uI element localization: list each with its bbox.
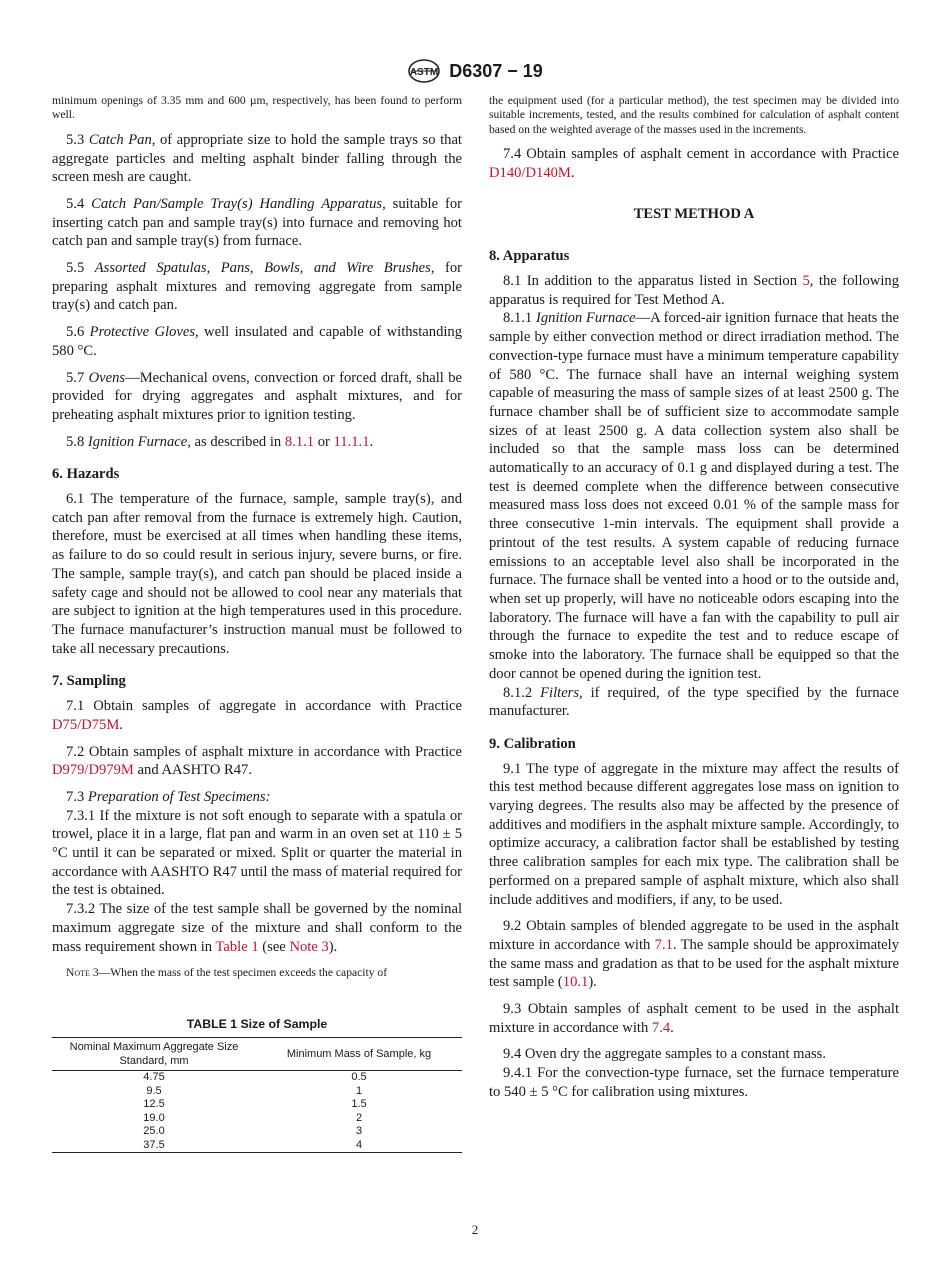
link-10-1[interactable]: 10.1 (562, 974, 589, 991)
note-3: Note 3—When the mass of the test specimen exceeds the capacity of (66, 966, 388, 980)
section-5-4: 5.4 Catch Pan/Sample Tray(s) Handling Apparatus, suitable for inserting catch pan and sample tray(s) into furnace and removing hot catch pan and sample tray(s) from furnace. (52, 195, 462, 250)
section-7-2: 7.2 Obtain samples of asphalt mixture in accordance with Practice D979/D979M and AASHTO R47. (52, 743, 462, 779)
section-9-3: 9.3 Obtain samples of asphalt cement to be used in the asphalt mixture in accordance with 7.4. (489, 1001, 899, 1036)
heading-sampling: 7. Sampling (52, 673, 126, 690)
section-7-3-1: 7.3.1 If the mixture is not soft enough to separate with a spatula or trowel, place it in a large, flat pan and warm in an oven set at 110 ± 5 °C until it can be separated or mixed. Split or quarter the material in accordance with AASHTO R47 until the mass of material required for the test is obtained. (52, 807, 462, 899)
section-8-1: 8.1 In addition to the apparatus listed in Section 5, the following apparatus is required for Test Method A. (489, 273, 899, 308)
document-code: D6307 − 19 (449, 60, 543, 81)
size-of-sample-table (52, 1037, 462, 1153)
section-8-1-1: 8.1.1 Ignition Furnace—A forced-air ignition furnace that heats the sample by either convection method or direct irradiation method. The convection-type furnace must have a minimum temperature capability of 580 °C. The furnace shall have an internal weighing system capable of measuring the mass of sample sizes of at least 2500 g. The furnace chamber shall be of sufficient size to accommodate sample sizes of at least 2500 g. A data collection system also shall be included so that the sample mass loss can be determined automatically to an accuracy of 0.1 g and displayed during a test. The test is deemed complete when the difference between consecutive measured mass loss does not exceed 0.01 % of the sample mass for three consecutive 1-min intervals. The equipment shall provide a printout of the test results. A system capable of reducing furnace emissions to an acceptable level also shall be incorporated in the furnace. The furnace shall be vented into a hood or to the outside and, when set up properly, will have no noticeable odors escaping into the laboratory. The furnace will have a fan with the capability to pull air through the furnace to expedite the test and to reduce escape of smoke into the laboratory. The furnace shall be equipped so that the door cannot be opened during the ignition test. (489, 310, 899, 682)
page-header (0, 58, 950, 84)
section-5-7: 5.7 Ovens—Mechanical ovens, convection or forced draft, shall be provided for drying aggregates and asphalt mixtures, and for preheating asphalt mixtures prior to ignition testing. (52, 369, 462, 423)
section-9-4: 9.4 Oven dry the aggregate samples to a constant mass. (503, 1046, 827, 1063)
heading-hazards: 6. Hazards (52, 466, 120, 483)
section-7-3-2: 7.3.2 The size of the test sample shall be governed by the nominal maximum aggregate size of the mixture and shall conform to the mass requirement shown in Table 1 (see Note 3). (52, 901, 462, 955)
table-header-minimum-mass: Minimum Mass of Sample, kg (256, 1038, 462, 1071)
heading-calibration: 9. Calibration (489, 735, 576, 752)
link-d140[interactable]: D140/D140M (489, 164, 571, 181)
link-d979[interactable]: D979/D979M (52, 762, 134, 779)
link-d75[interactable]: D75/D75M (52, 716, 120, 733)
page-number: 2 (471, 1222, 479, 1237)
section-5-5: 5.5 Assorted Spatulas, Pans, Bowls, and Wire Brushes, for preparing asphalt mixtures and removing aggregate from sample tray(s) and catch pan. (52, 260, 462, 314)
section-9-4-1: 9.4.1 For the convection-type furnace, set the furnace temperature to 540 ± 5 °C for calibration using mixtures. (489, 1065, 899, 1100)
heading-apparatus: 8. Apparatus (489, 248, 570, 265)
section-6-1: 6.1 The temperature of the furnace, sample, sample tray(s), and catch pan after removal from the furnace is extremely high. Caution, therefore, must be exercised at all times when handling these items, as failure to do so could result in serious injury, severe burns, or fire. The sample, sample tray(s), and catch pan should be placed inside a safety cage and should not be allowed to cool near any materials that are subject to ignition at the high temperatures used in this procedure. The furnace manufacturer’s instruction manual must be followed to take all necessary precautions. (52, 491, 462, 657)
link-7-4[interactable]: 7.4 (651, 1019, 671, 1036)
link-7-1[interactable]: 7.1 (654, 936, 673, 953)
paragraph-continued: minimum openings of 3.35 mm and 600 µm, respectively, has been found to perform well. (52, 94, 462, 122)
table-row: 4.75 0.5 (143, 1071, 367, 1084)
section-7-1: 7.1 Obtain samples of aggregate in accordance with Practice D75/D75M. (52, 698, 462, 733)
section-8-1-2: 8.1.2 Filters, if required, of the type specified by the furnace manufacturer. (489, 684, 899, 720)
link-table-1[interactable]: Table 1 (215, 938, 259, 955)
section-5-3: 5.3 Catch Pan, of appropriate size to hold the sample trays so that aggregate particles and melting asphalt binder falling through the screen mesh are caught. (52, 131, 462, 186)
svg-text:ASTM: ASTM (410, 67, 439, 78)
section-5-6: 5.6 Protective Gloves, well insulated and capable of withstanding 580 °C. (52, 324, 463, 359)
table-row: 37.5 4 (52, 1139, 462, 1153)
heading-test-method-a: TEST METHOD A (633, 205, 755, 222)
link-section-5[interactable]: 5 (802, 273, 810, 290)
link-11-1-1[interactable]: 11.1.1 (333, 433, 370, 450)
section-7-3: 7.3 Preparation of Test Specimens: (66, 788, 271, 805)
table-row: 12.5 1.5 (143, 1098, 367, 1111)
astm-logo (407, 58, 441, 84)
note-3-continued: the equipment used (for a particular method), the test specimen may be divided into suitable increments, tested, and the results combined for calculation of asphalt content based on the weighted average of the masses used in the increments. (489, 94, 899, 136)
table-row: 19.0 2 (143, 1111, 363, 1124)
table-row: 9.5 1 (146, 1084, 363, 1097)
link-8-1-1[interactable]: 8.1.1 (284, 433, 315, 450)
right-column (489, 94, 899, 1102)
link-note-3[interactable]: Note 3 (289, 938, 329, 955)
section-9-1: 9.1 The type of aggregate in the mixture may affect the results of this test method because different aggregates lose mass on ignition to varying degrees. The results also may be affected by the presence of additives and modifiers in the asphalt mixture sample. Accordingly, to optimize accuracy, a calibration factor shall be established by testing three calibration samples for each mix type. The calibration shall be performed on a prepared sample of asphalt mixture, which also shall include additives and modifiers, if any, to be used. (489, 760, 899, 908)
left-column (52, 94, 462, 1153)
table-header-aggregate-size: Nominal Maximum Aggregate Size Standard, mm (52, 1038, 256, 1071)
section-7-4: 7.4 Obtain samples of asphalt cement in accordance with Practice D140/D140M. (489, 146, 899, 181)
section-5-8: 5.8 Ignition Furnace, as described in 8.1.1 or 11.1.1. (66, 433, 374, 450)
table-row: 25.0 3 (143, 1125, 363, 1138)
table-caption: TABLE 1 Size of Sample (186, 1016, 328, 1031)
section-9-2: 9.2 Obtain samples of blended aggregate to be used in the asphalt mixture in accordance with 7.1. The sample should be approximately the same mass and gradation as that to be used for the asphalt mixture test sample (10.1). (489, 918, 899, 991)
